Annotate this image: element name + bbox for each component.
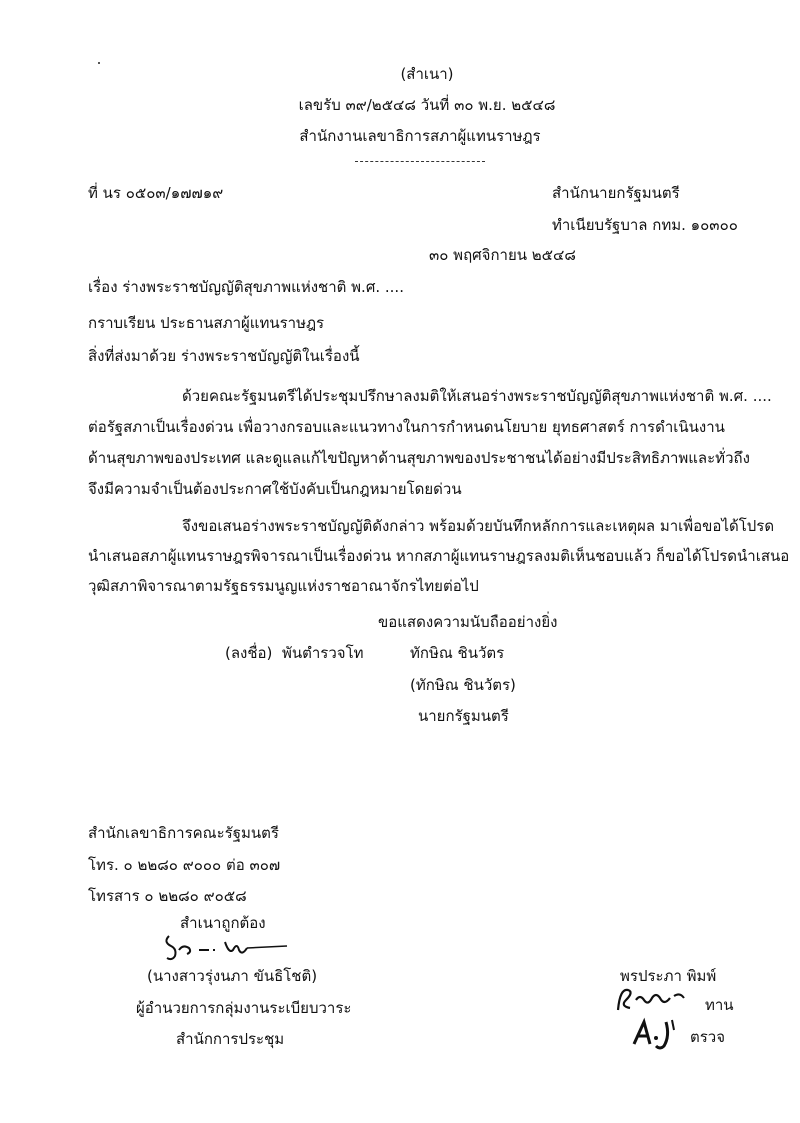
certifier-position: ผู้อำนวยการกลุ่มงานระเบียบวาระ [136,999,352,1017]
body-p2-line-3: วุฒิสภาพิจารณาตามรัฐธรรมนูญแห่งราชอาณาจักรไทยต่อไป [88,577,479,595]
subject-line: เรื่อง ร่างพระราชบัญญัติสุขภาพแห่งชาติ พ.ศ. .... [88,278,404,296]
certified-copy-label: สำเนาถูกต้อง [180,914,266,932]
footer-phone: โทร. ๐ ๒๒๘๐ ๙๐๐๐ ต่อ ๓๐๗ [88,856,281,874]
body-p2-line-1: จึงขอเสนอร่างพระราชบัญญัติดังกล่าว พร้อมด้วยบันทึกหลักการและเหตุผล มาเพื่อขอได้โปรด [182,517,775,535]
signer-name: ทักษิณ ชินวัตร [410,644,505,662]
signer-name-parenthesized: (ทักษิณ ชินวัตร) [410,676,516,694]
footer-office: สำนักเลขาธิการคณะรัฐมนตรี [88,824,279,842]
document-number: ที่ นร ๐๕๐๓/๑๗๗๑๙ [88,184,224,202]
typed-label: ทาน [705,996,734,1014]
header-divider [355,161,485,162]
signed-title: พันตำรวจโท [282,644,364,662]
signed-label: (ลงชื่อ) [225,644,273,662]
receipt-line: เลขรับ ๓๙/๒๕๔๘ วันที่ ๓๐ พ.ย. ๒๕๔๘ [298,96,556,114]
body-p1-line-1: ด้วยคณะรัฐมนตรีได้ประชุมปรึกษาลงมติให้เสนอร่างพระราชบัญญัติสุขภาพแห่งชาติ พ.ศ. .... [182,387,772,405]
sender-address: ทำเนียบรัฐบาล กทม. ๑๐๓๐๐ [552,216,738,234]
enclosure-line: สิ่งที่ส่งมาด้วย ร่างพระราชบัญญัติในเรื่องนี้ [88,347,360,365]
typist-name: พรประภา พิมพ์ [620,967,717,985]
checked-label: ตรวจ [690,1028,726,1046]
document-date: ๓๐ พฤศจิกายน ๒๕๔๘ [429,246,576,264]
signer-position: นายกรัฐมนตรี [418,707,509,725]
certifier-signature [155,928,295,968]
body-p1-line-4: จึงมีความจำเป็นต้องประกาศใช้บังคับเป็นกฎหมายโดยด่วน [88,480,462,498]
body-p1-line-2: ต่อรัฐสภาเป็นเรื่องด่วน เพื่อวางกรอบและแนวทางในการกำหนดนโยบาย ยุทธศาสตร์ การดำเนินงาน [88,418,725,436]
copy-mark: (สำเนา) [400,65,454,83]
receiver-office: สำนักงานเลขาธิการสภาผู้แทนราษฎร [299,127,541,145]
body-p2-line-2: นำเสนอสภาผู้แทนราษฎรพิจารณาเป็นเรื่องด่วน หากสภาผู้แทนราษฎรลงมติเห็นชอบแล้ว ก็ขอได้โปรดนำเสนอ [88,547,790,565]
scan-speck [98,62,100,64]
closing-regards: ขอแสดงความนับถืออย่างยิ่ง [378,613,558,631]
certifier-office: สำนักการประชุม [176,1030,285,1048]
sender-office: สำนักนายกรัฐมนตรี [552,184,680,202]
footer-fax: โทรสาร ๐ ๒๒๘๐ ๙๐๕๘ [88,887,247,905]
checker-initials [628,1014,688,1050]
salutation-line: กราบเรียน ประธานสภาผู้แทนราษฎร [88,314,325,332]
certifier-name: (นางสาวรุ่งนภา ขันธิโชติ) [147,967,318,985]
body-p1-line-3: ด้านสุขภาพของประเทศ และดูแลแก้ไขปัญหาด้านสุขภาพของประชาชนได้อย่างมีประสิทธิภาพและทั่วถึง [88,449,750,467]
typist-initials [612,982,692,1016]
